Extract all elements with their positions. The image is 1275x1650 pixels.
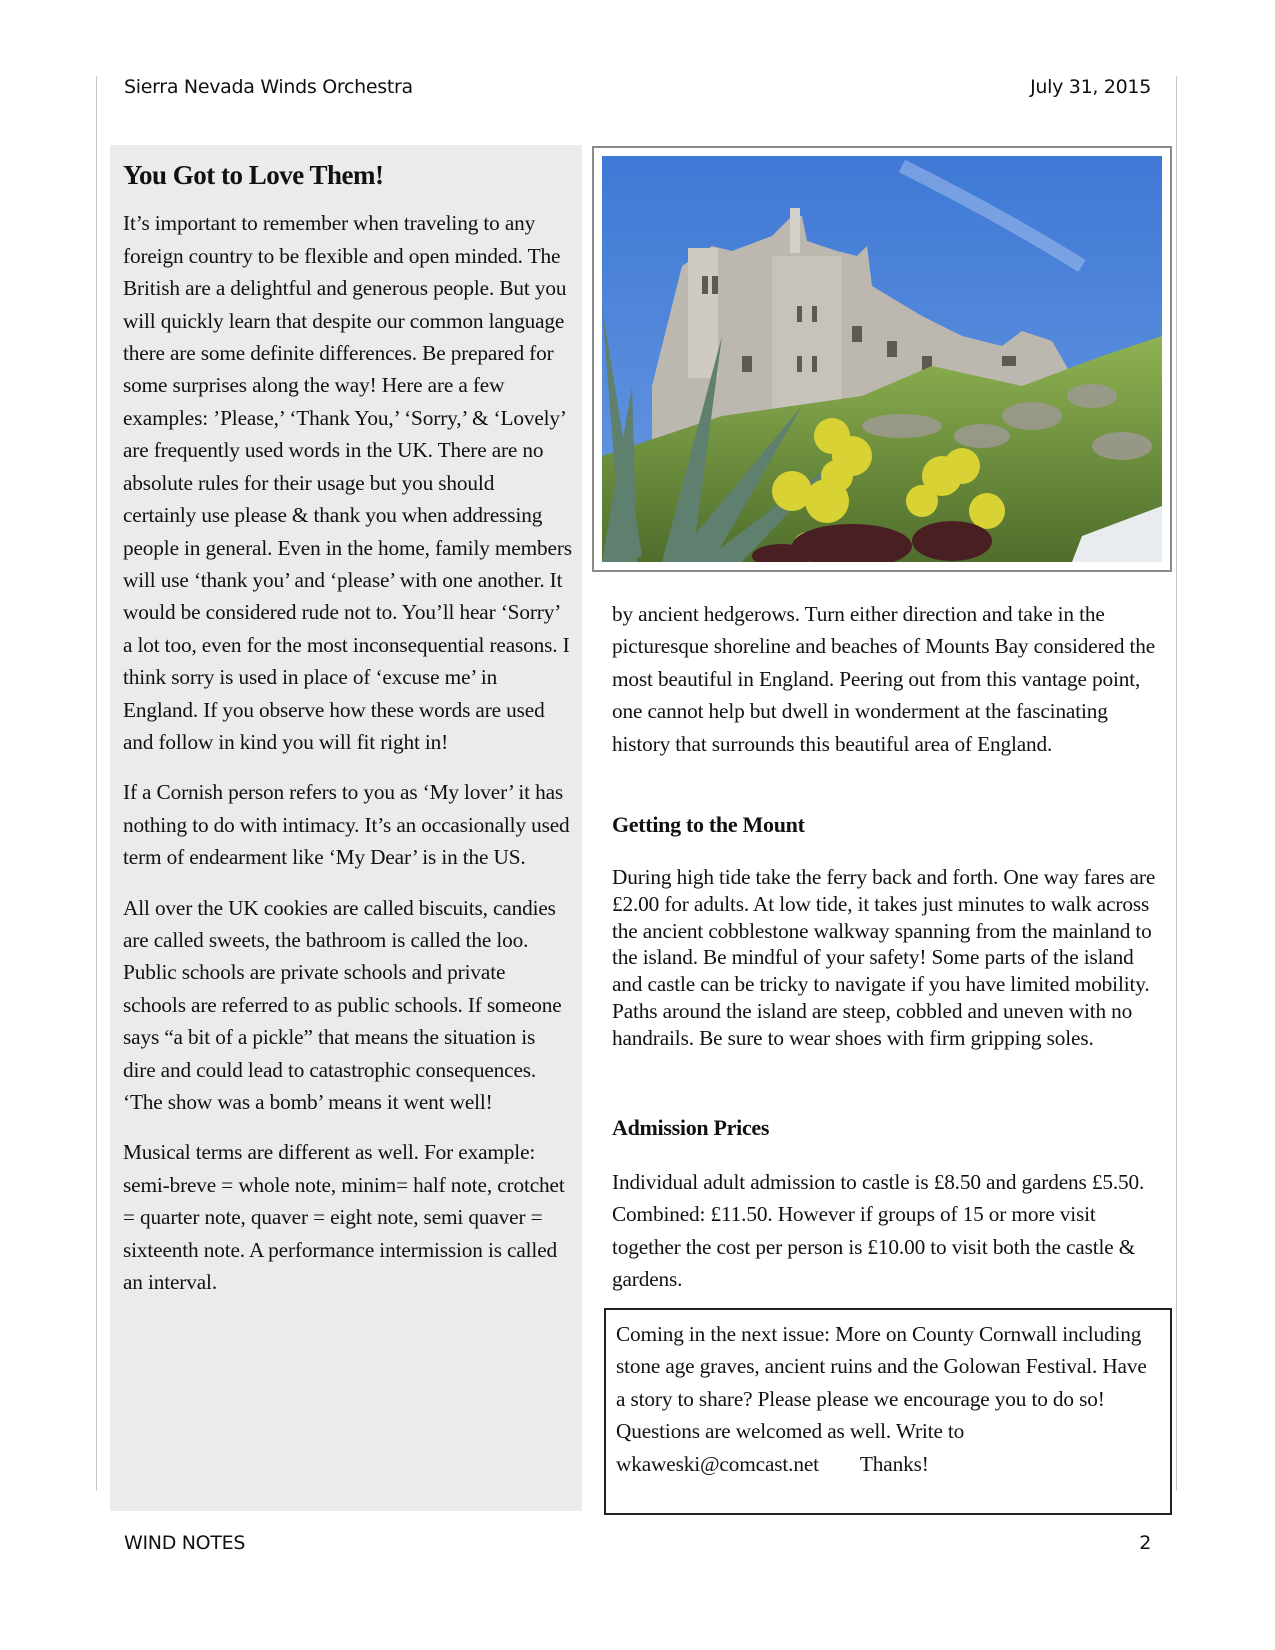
- getting-heading: Getting to the Mount: [612, 812, 805, 837]
- getting-section-body: [612, 864, 1160, 1052]
- footer-page-number: 2: [1139, 1532, 1151, 1554]
- continued-article-text: [612, 598, 1160, 760]
- sidebar-title: You Got to Love Them!: [123, 160, 384, 190]
- footer-newsletter-name: WIND NOTES: [124, 1532, 246, 1554]
- callout-text: Coming in the next issue: More on County Cornwall including stone age graves, ancient ruins and the Golowan Festival. Have a story to share? Please please we encourage you to do so! Questions are welcomed as well. Write to wkaweski@comcast.net Thanks!: [616, 1322, 1152, 1476]
- continued-paragraph: by ancient hedgerows. Turn either direction and take in the picturesque shoreline and beaches of Mounts Bay considered the most beautiful in England. Peering out from this vantage point, one cannot help but dwell in wonderment at the fascinating history that surrounds this beautiful area of England.: [612, 602, 1156, 756]
- header-date: July 31, 2015: [1030, 76, 1151, 98]
- right-margin-rule: [1176, 76, 1177, 1491]
- admission-section-body: [612, 1166, 1160, 1296]
- admission-heading: Admission Prices: [612, 1115, 770, 1140]
- getting-paragraph: During high tide take the ferry back and forth. One way fares are £2.00 for adults. At low tide, it takes just minutes to walk across the ancient cobblestone walkway spanning from the mainland to the island. Be mindful of your safety! Some parts of the island and castle can be tricky to navigate if you have limited mobility. Paths around the island are steep, cobbled and uneven with no handrails. Be sure to wear shoes with firm gripping soles.: [612, 865, 1156, 1050]
- photo-frame: [592, 146, 1172, 572]
- next-issue-callout-box: [604, 1308, 1172, 1515]
- admission-section-heading: [612, 1115, 1160, 1141]
- sidebar-paragraph: Musical terms are different as well. For example: semi-breve = whole note, minim= half note, crotchet = quarter note, quaver = eight note, semi quaver = sixteenth note. A performance intermission is called an interval.: [123, 1140, 565, 1295]
- castle-photo: [602, 156, 1162, 562]
- getting-section-heading: [612, 812, 1160, 838]
- sidebar-article: [110, 145, 582, 1511]
- sidebar-paragraph: It’s important to remember when traveling to any foreign country to be flexible and open minded. The British are a delightful and generous people. But you will quickly learn that despite our common language there are some definite differences. Be prepared for some surprises along the way! Here are a few examples: ’Please,’ ‘Thank You,’ ‘Sorry,’ & ‘Lovely’ are frequently used words in the UK. There are no absolute rules for their usage but you should certainly use please & thank you when addressing people in general. Even in the home, family members will use ‘thank you’ and ‘please’ with one another. It would be considered rude not to. You’ll hear ‘Sorry’ a lot too, even for the most inconsequential reasons. I think sorry is used in place of ‘excuse me’ in England. If you observe how these words are used and follow in kind you will fit right in!: [123, 211, 572, 754]
- sidebar-paragraph: All over the UK cookies are called biscuits, candies are called sweets, the bathroom is called the loo. Public schools are private schools and private schools are referred to as public schools. If someone says “a bit of a pickle” that means the situation is dire and could lead to catastrophic consequences. ‘The show was a bomb’ means it went well!: [123, 895, 562, 1114]
- sidebar-paragraph: If a Cornish person refers to you as ‘My lover’ it has nothing to do with intimacy. It’s an occasionally used term of endearment like ‘My Dear’ is in the US.: [123, 780, 570, 870]
- admission-paragraph: Individual adult admission to castle is £8.50 and gardens £5.50. Combined: £11.50. However if groups of 15 or more visit together the cost per person is £10.00 to visit both the castle & gardens.: [612, 1170, 1145, 1292]
- left-margin-rule: [96, 76, 97, 1491]
- header-organization: Sierra Nevada Winds Orchestra: [124, 76, 413, 98]
